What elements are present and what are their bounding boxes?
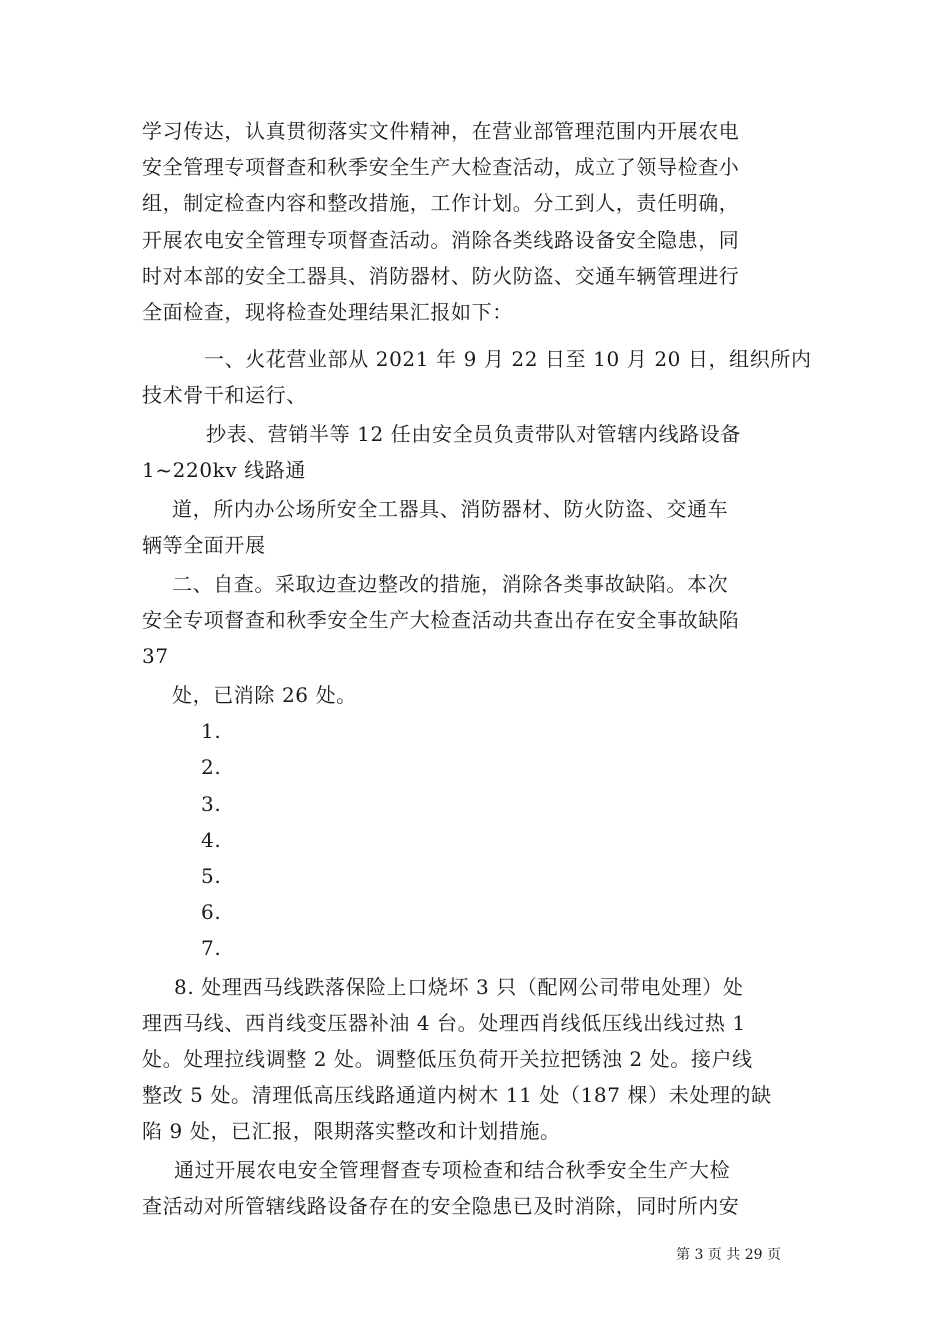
list-item-number: 7. bbox=[201, 936, 222, 960]
list-item-number: 1. bbox=[201, 719, 222, 743]
paragraph-line: 组，制定检查内容和整改措施，工作计划。分工到人，责任明确， bbox=[142, 191, 740, 215]
list-item-number: 6. bbox=[201, 900, 222, 924]
section-one-line: 抄表、营销半等 12 任由安全员负责带队对管辖内线路设备 bbox=[206, 422, 741, 446]
list-item-number: 3. bbox=[201, 792, 222, 816]
paragraph-line: 时对本部的安全工器具、消防器材、防火防盗、交通车辆管理进行 bbox=[142, 264, 740, 288]
section-one-line: 一、火花营业部从 2021 年 9 月 22 日至 10 月 20 日，组织所内 bbox=[204, 347, 812, 371]
section-two-line: 处，已消除 26 处。 bbox=[172, 683, 357, 707]
paragraph-line: 学习传达，认真贯彻落实文件精神，在营业部管理范围内开展农电 bbox=[142, 119, 740, 143]
section-two-line: 37 bbox=[142, 644, 169, 668]
section-two-line: 二、自查。采取边查边整改的措施，消除各类事故缺陷。本次 bbox=[172, 572, 729, 596]
section-two-line: 安全专项督查和秋季安全生产大检查活动共查出存在安全事故缺陷 bbox=[142, 608, 740, 632]
section-one-line: 技术骨干和运行、 bbox=[142, 383, 307, 407]
list-item-8-line: 整改 5 处。清理低高压线路通道内树木 11 处（187 棵）未处理的缺 bbox=[142, 1083, 772, 1107]
section-one-line: 道，所内办公场所安全工器具、消防器材、防火防盗、交通车 bbox=[172, 497, 729, 521]
section-one-line: 辆等全面开展 bbox=[142, 533, 266, 557]
paragraph-line: 安全管理专项督查和秋季安全生产大检查活动，成立了领导检查小 bbox=[142, 155, 740, 179]
page-number: 第 3 页 共 29 页 bbox=[676, 1247, 781, 1263]
paragraph-line: 开展农电安全管理专项督查活动。消除各类线路设备安全隐患，同 bbox=[142, 228, 740, 252]
paragraph-line: 全面检查，现将检查处理结果汇报如下： bbox=[142, 300, 513, 324]
section-one-line: 1~220kv 线路通 bbox=[142, 458, 307, 482]
list-item-8-line: 理西马线、西肖线变压器补油 4 台。处理西肖线低压线出线过热 1 bbox=[142, 1011, 746, 1035]
list-item-8-line: 8. 处理西马线跌落保险上口烧坏 3 只（配网公司带电处理）处 bbox=[174, 975, 744, 999]
list-item-8-line: 处。处理拉线调整 2 处。调整低压负荷开关拉把锈浊 2 处。接户线 bbox=[142, 1047, 753, 1071]
closing-paragraph-line: 查活动对所管辖线路设备存在的安全隐患已及时消除，同时所内安 bbox=[142, 1194, 740, 1218]
list-item-8-line: 陷 9 处，已汇报，限期落实整改和计划措施。 bbox=[142, 1119, 561, 1143]
list-item-number: 5. bbox=[201, 864, 222, 888]
list-item-number: 2. bbox=[201, 755, 222, 779]
list-item-number: 4. bbox=[201, 828, 222, 852]
closing-paragraph-line: 通过开展农电安全管理督查专项检查和结合秋季安全生产大检 bbox=[174, 1158, 731, 1182]
